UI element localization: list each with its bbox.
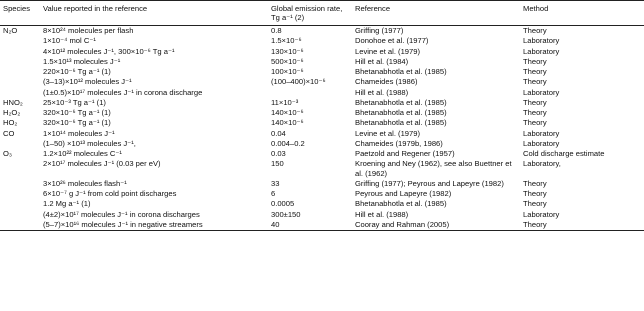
table-row [0,97,644,107]
cell-rate [268,87,352,97]
table-row [0,56,644,66]
header-row [0,1,644,26]
cell-method: Theory [523,219,547,229]
cell-method: Laboratory [523,209,560,219]
cell-value: (3–13)×10¹² molecules J⁻¹ [43,77,132,87]
cell-species [0,209,40,219]
cell-value: (5–7)×10¹⁶ molecules J⁻¹ in negative streamers [43,219,203,229]
header-reference: Reference [355,4,391,13]
cell-rate: 300±150 [271,209,301,219]
cell-rate: 0.03 [271,149,286,158]
cell-value: 1×10⁻⁴ mol C⁻¹ [43,36,96,46]
cell-rate: 0.8 [271,26,282,35]
cell-rate: 0.004–0.2 [271,138,305,148]
cell-reference: Hill et al. (1988) [355,209,409,219]
cell-value: 2×10¹⁷ molecules J⁻¹ (0.03 per eV) [43,159,161,169]
cell-rate: 130×10⁻⁶ [271,46,304,56]
cell-reference: Chameides (1979b, 1986) [355,138,443,148]
cell-rate: 11×10⁻³ [271,97,299,107]
cell-reference: Hill et al. (1988) [355,87,409,97]
cell-species [0,77,40,87]
cell-value: 320×10⁻⁶ Tg a⁻¹ (1) [43,108,111,117]
table-row [0,36,644,46]
cell-species: N₂O [3,26,18,35]
header-species: Species [3,4,31,13]
cell-rate: 100×10⁻⁶ [271,67,304,76]
cell-value: 320×10⁻⁶ Tg a⁻¹ (1) [43,118,111,128]
table-row [0,87,644,97]
cell-rate: 0.0005 [271,199,295,209]
cell-method: Theory [523,77,547,87]
table-row [0,128,644,138]
table-row [0,25,644,36]
cell-method: Cold discharge estimate [523,149,605,158]
cell-rate: 1.5×10⁻⁶ [271,36,302,46]
cell-species [0,178,40,188]
cell-rate: 140×10⁻⁶ [271,108,304,117]
cell-reference: Bhetanabhotla et al. (1985) [355,67,447,76]
cell-value: (4±2)×10¹⁷ molecules J⁻¹ in corona discharges [43,209,200,219]
cell-value: 25×10⁻³ Tg a⁻¹ (1) [43,97,106,107]
cell-rate: 6 [271,189,276,198]
header-value: Value reported in the reference [43,4,148,13]
cell-value: 8×10²⁴ molecules per flash [43,26,134,35]
cell-value: 3×10²⁶ molecules flash⁻¹ [43,178,127,188]
cell-rate: 0.04 [271,128,286,138]
cell-reference: Chameides (1986) [355,77,418,87]
cell-species [0,67,40,77]
table-row [0,108,644,118]
cell-reference: Hill et al. (1984) [355,56,409,66]
cell-species [0,219,40,230]
table-row [0,46,644,56]
cell-method: Laboratory [523,46,560,56]
cell-species [0,189,40,199]
cell-value: 220×10⁻⁶ Tg a⁻¹ (1) [43,67,111,76]
cell-reference: Peyrous and Lapeyre (1982) [355,189,452,198]
cell-reference: Levine et al. (1979) [355,128,421,138]
cell-method: Theory [523,97,547,107]
cell-value: 1.5×10¹³ molecules J⁻¹ [43,56,121,66]
cell-rate: (100–400)×10⁻⁶ [271,77,326,87]
table-row [0,178,644,188]
cell-species [0,199,40,209]
cell-species: CO [3,128,15,138]
cell-method: Laboratory [523,138,560,148]
cell-value: 6×10⁻⁷ g J⁻¹ from cold point discharges [43,189,177,198]
cell-reference: Donohoe et al. (1977) [355,36,429,46]
cell-rate: 40 [271,219,280,229]
header-rate: Global emission rate, Tg a⁻¹ (2) [271,4,343,23]
cell-method: Laboratory [523,128,560,138]
table-row [0,67,644,77]
cell-method: Laboratory [523,87,560,97]
cell-method: Theory [523,189,547,198]
cell-rate: 140×10⁻⁶ [271,118,304,128]
table-row [0,77,644,87]
table-row [0,138,644,148]
table-row [0,199,644,209]
cell-species: HO₂ [3,118,18,128]
cell-species [0,46,40,56]
cell-method: Laboratory [523,36,560,46]
cell-method: Theory [523,108,547,117]
cell-value: 1.2×10²² molecules C⁻¹ [43,149,122,158]
cell-value: 1×10¹⁴ molecules J⁻¹ [43,128,115,138]
cell-method: Theory [523,67,547,76]
table-body [0,25,644,230]
cell-rate: 150 [271,159,284,169]
cell-species [0,36,40,46]
cell-rate: 500×10⁻⁶ [271,56,304,66]
cell-reference: Bhetanabhotla et al. (1985) [355,108,447,117]
cell-method: Laboratory, [523,159,561,169]
table-row [0,209,644,219]
cell-method: Theory [523,199,547,209]
cell-species: HNO₂ [3,97,23,107]
cell-method: Theory [523,178,547,188]
cell-reference: Kroening and Ney (1962), see also Buettner et al. (1962) [355,159,512,178]
header-method: Method [523,4,549,13]
table-row [0,149,644,159]
table-row [0,118,644,128]
cell-reference: Paetzold and Regener (1957) [355,149,455,158]
cell-species [0,87,40,97]
cell-reference: Bhetanabhotla et al. (1985) [355,199,447,209]
cell-species [0,138,40,148]
cell-reference: Bhetanabhotla et al. (1985) [355,118,447,128]
cell-reference: Bhetanabhotla et al. (1985) [355,97,447,107]
cell-species: O₃ [3,149,12,158]
cell-value: 1.2 Mg a⁻¹ (1) [43,199,91,209]
cell-reference: Levine et al. (1979) [355,46,421,56]
cell-value: (1–50) ×10¹³ molecules J⁻¹, [43,138,136,148]
cell-reference: Cooray and Rahman (2005) [355,219,450,229]
cell-rate: 33 [271,178,280,188]
cell-value: 4×10¹² molecules J⁻¹, 300×10⁻⁶ Tg a⁻¹ [43,46,175,56]
cell-reference: Griffing (1977) [355,26,404,35]
table-header [0,1,644,26]
cell-value: (1±0.5)×10¹⁷ molecules J⁻¹ in corona discharge [43,87,203,97]
cell-species: H₂O₂ [3,108,21,117]
cell-reference: Griffing (1977); Peyrous and Lapeyre (1982) [355,178,504,188]
cell-species [0,159,40,179]
cell-method: Theory [523,56,547,66]
table-row [0,219,644,230]
cell-method: Theory [523,118,547,128]
table-row [0,189,644,199]
table-row [0,159,644,179]
cell-method: Theory [523,26,547,35]
cell-species [0,56,40,66]
